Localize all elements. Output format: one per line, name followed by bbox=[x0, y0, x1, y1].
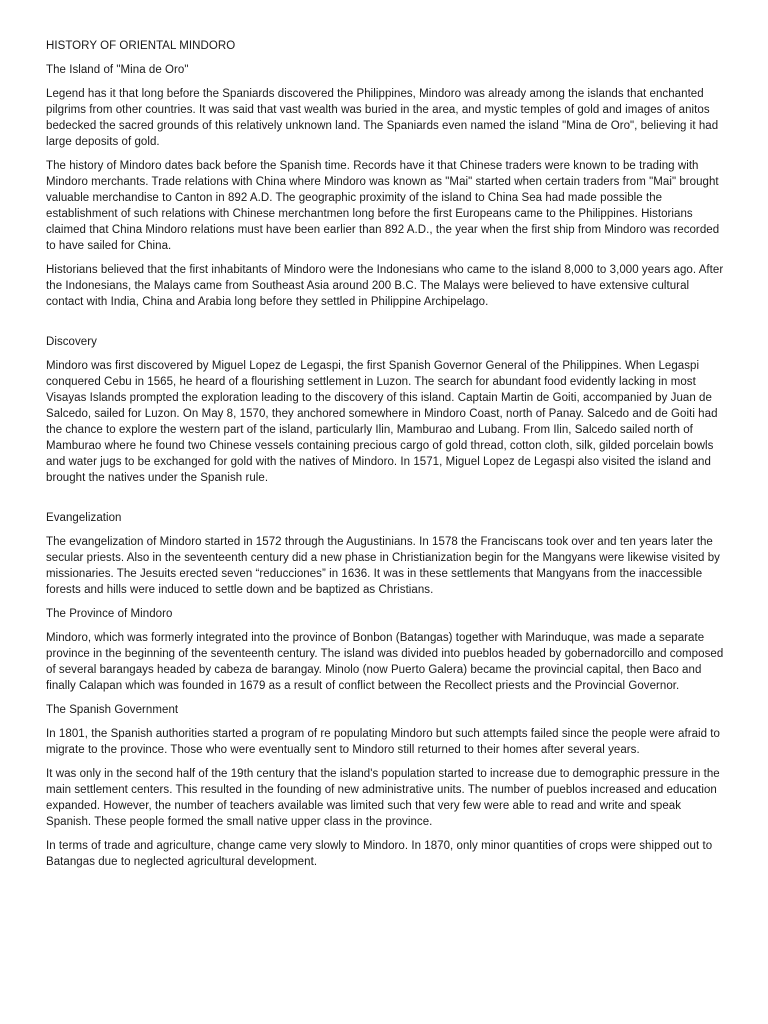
paragraph: The history of Mindoro dates back before the Spanish time. Records have it that Chinese traders were known to be trading with Mindoro merchants. Trade relations with China where Mindoro was known as "Mai" started when certain traders from "Mai" brought valuable merchandise to Canton in 892 A.D. The geographic proximity of the island to China Sea had made possible the establishment of such relations with Chinese merchantmen long before the first Europeans came to the Philippines. Historians claimed that China Mindoro relations must have been earlier than 892 A.D., the year when the first ship from Mindoro was recorded to have sailed for China. bbox=[46, 160, 720, 252]
section-heading-province: The Province of Mindoro bbox=[46, 608, 173, 620]
paragraph: Legend has it that long before the Spaniards discovered the Philippines, Mindoro was already among the islands that enchanted pilgrims from other countries. It was said that vast wealth was buried in the area, and mystic temples of gold and images of anitos bedecked the sacred grounds of this relatively unknown land. The Spaniards even named the island "Mina de Oro", believing it had large deposits of gold. bbox=[46, 88, 719, 148]
section-heading-spanish-government: The Spanish Government bbox=[46, 704, 179, 716]
section-heading-discovery: Discovery bbox=[46, 336, 97, 348]
paragraph: In 1801, the Spanish authorities started a program of re populating Mindoro but such attempts failed since the people were afraid to migrate to the province. Those who were eventually sent to Mindoro still returned to their homes after several years. bbox=[46, 728, 721, 756]
paragraph: Mindoro, which was formerly integrated into the province of Bonbon (Batangas) together with Marinduque, was made a separate province in the beginning of the seventeenth century. The island was divided into pueblos headed by gobernadorcillo and composed of several barangays headed by cabeza de barangay. Minolo (now Puerto Galera) became the provincial capital, then Baco and finally Calapan which was founded in 1679 as a result of conflict between the Recollect priests and the Provincial Governor. bbox=[46, 632, 724, 692]
paragraph: In terms of trade and agriculture, change came very slowly to Mindoro. In 1870, only minor quantities of crops were shipped out to Batangas due to neglected agricultural development. bbox=[46, 840, 713, 868]
document-title: HISTORY OF ORIENTAL MINDORO bbox=[46, 40, 236, 52]
document-page bbox=[46, 38, 726, 878]
blank-line bbox=[46, 494, 726, 510]
section-heading-mina-de-oro: The Island of "Mina de Oro" bbox=[46, 64, 189, 76]
paragraph: The evangelization of Mindoro started in 1572 through the Augustinians. In 1578 the Franciscans took over and ten years later the secular priests. Also in the seventeenth century did a new phase in Christianization begin for the Mangyans were likewise visited by missionaries. The Jesuits erected seven “reducciones” in 1636. It was in these settlements that Mangyans from the inaccessible forests and hills were induced to settle down and be baptized as Christians. bbox=[46, 536, 720, 596]
paragraph: It was only in the second half of the 19th century that the island's population started to increase due to demographic pressure in the main settlement centers. This resulted in the founding of new administrative units. The number of pueblos increased and education expanded. However, the number of teachers available was limited such that very few were able to read and write and speak Spanish. These people formed the small native upper class in the province. bbox=[46, 768, 720, 828]
paragraph: Historians believed that the first inhabitants of Mindoro were the Indonesians who came to the island 8,000 to 3,000 years ago. After the Indonesians, the Malays came from Southeast Asia around 200 B.C. The Malays were believed to have extensive cultural contact with India, China and Arabia long before they settled in Philippine Archipelago. bbox=[46, 264, 724, 308]
section-heading-evangelization: Evangelization bbox=[46, 512, 122, 524]
paragraph: Mindoro was first discovered by Miguel Lopez de Legaspi, the first Spanish Governor General of the Philippines. When Legaspi conquered Cebu in 1565, he heard of a flourishing settlement in Luzon. The search for abundant food evidently lacking in most Visayas Islands prompted the exploration leading to the discovery of this island. Captain Martin de Goiti, accompanied by Juan de Salcedo, sailed for Luzon. On May 8, 1570, they anchored somewhere in Mindoro Coast, north of Panay. Salcedo and de Goiti had the chance to explore the western part of the island, particularly Ilin, Mamburao and Lubang. From Ilin, Salcedo sailed north of Mamburao where he found two Chinese vessels containing precious cargo of gold thread, cotton cloth, silk, gilded porcelain bowls and water jugs to be exchanged for gold with the natives of Mindoro. In 1571, Miguel Lopez de Legaspi also visited the island and brought the natives under the Spanish rule. bbox=[46, 360, 718, 484]
blank-line bbox=[46, 318, 726, 334]
